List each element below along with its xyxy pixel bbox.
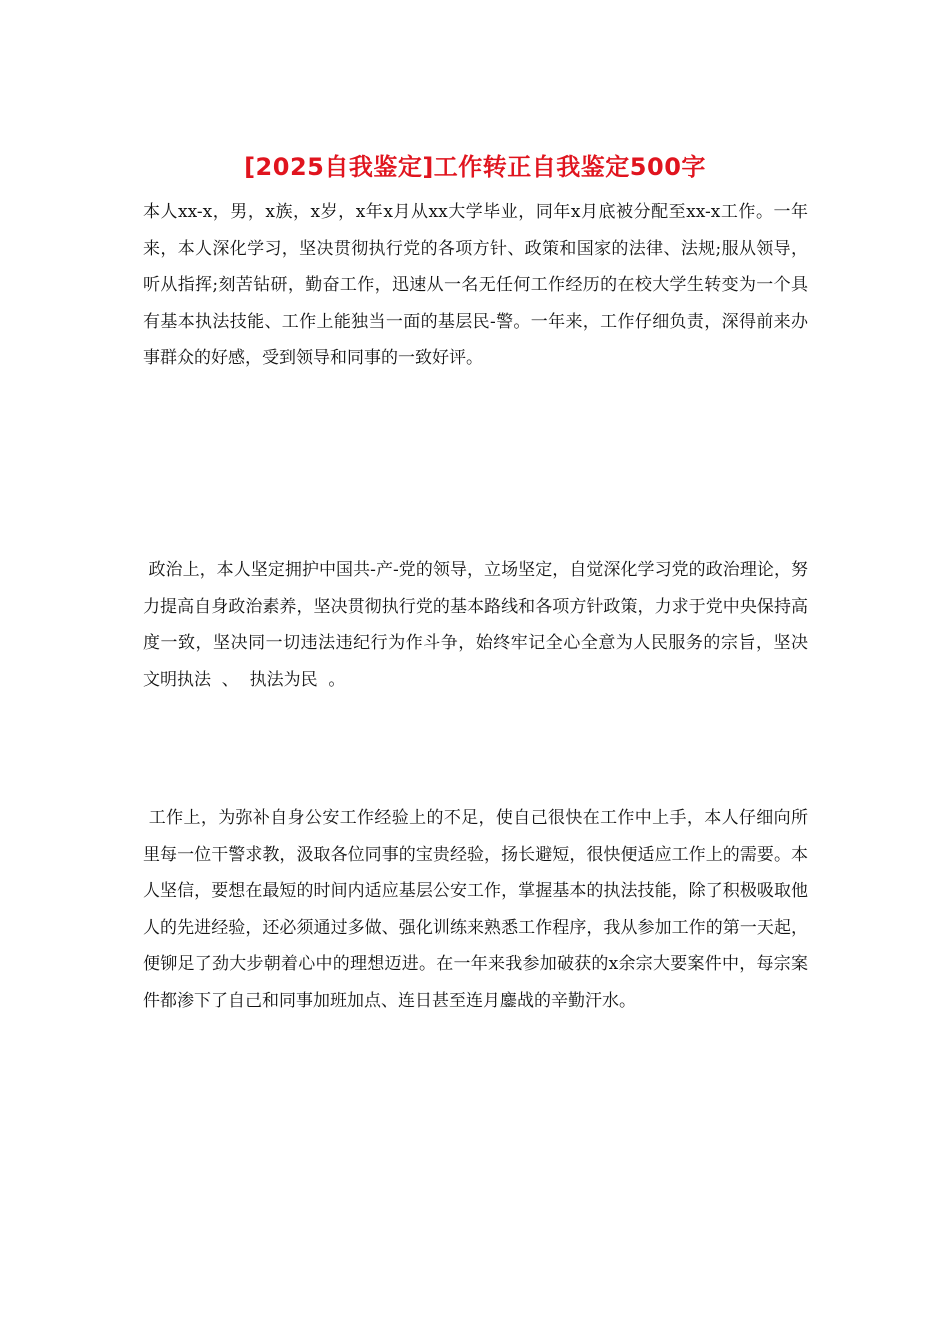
paragraph-politics: 政治上，本人坚定拥护中国共-产-党的领导，立场坚定，自觉深化学习党的政治理论，努力提高自身政治素养，坚决贯彻执行党的基本路线和各项方针政策，力求于党中央保持高度一致，坚决同一切违法违纪行为作斗争，始终牢记全心全意为人民服务的宗旨，坚决 文明执法 、 执法为民 。 <box>143 560 819 690</box>
paragraph-work: 工作上，为弥补自身公安工作经验上的不足，使自己很快在工作中上手，本人仔细向所里每一位干警求教，汲取各位同事的宝贵经验，扬长避短，很快便适应工作上的需要。本人坚信，要想在最短的时间内适应基层公安工作，掌握基本的执法技能，除了积极吸取他人的先进经验，还必须通过多做、强化训练来熟悉工作程序，我从参加工作的第一天起，便铆足了劲大步朝着心中的理想迈进。在一年来我参加破获的x余宗大要案件中，每宗案件都渗下了自己和同事加班加点、连日甚至连月鏖战的辛勤汗水。 <box>143 808 808 1011</box>
document-title: [2025自我鉴定]工作转正自我鉴定500字 <box>244 153 706 181</box>
paragraph-intro: 本人xx-x，男，x族，x岁，x年x月从xx大学毕业，同年x月底被分配至xx-x工作。一年来，本人深化学习，坚决贯彻执行党的各项方针、政策和国家的法律、法规;服从领导，听从指挥;刻苦钻研，勤奋工作，迅速从一名无任何工作经历的在校大学生转变为一个具有基本执法技能、工作上能独当一面的基层民-警。一年来，工作仔细负责，深得前来办事群众的好感，受到领导和同事的一致好评。 <box>143 202 808 368</box>
